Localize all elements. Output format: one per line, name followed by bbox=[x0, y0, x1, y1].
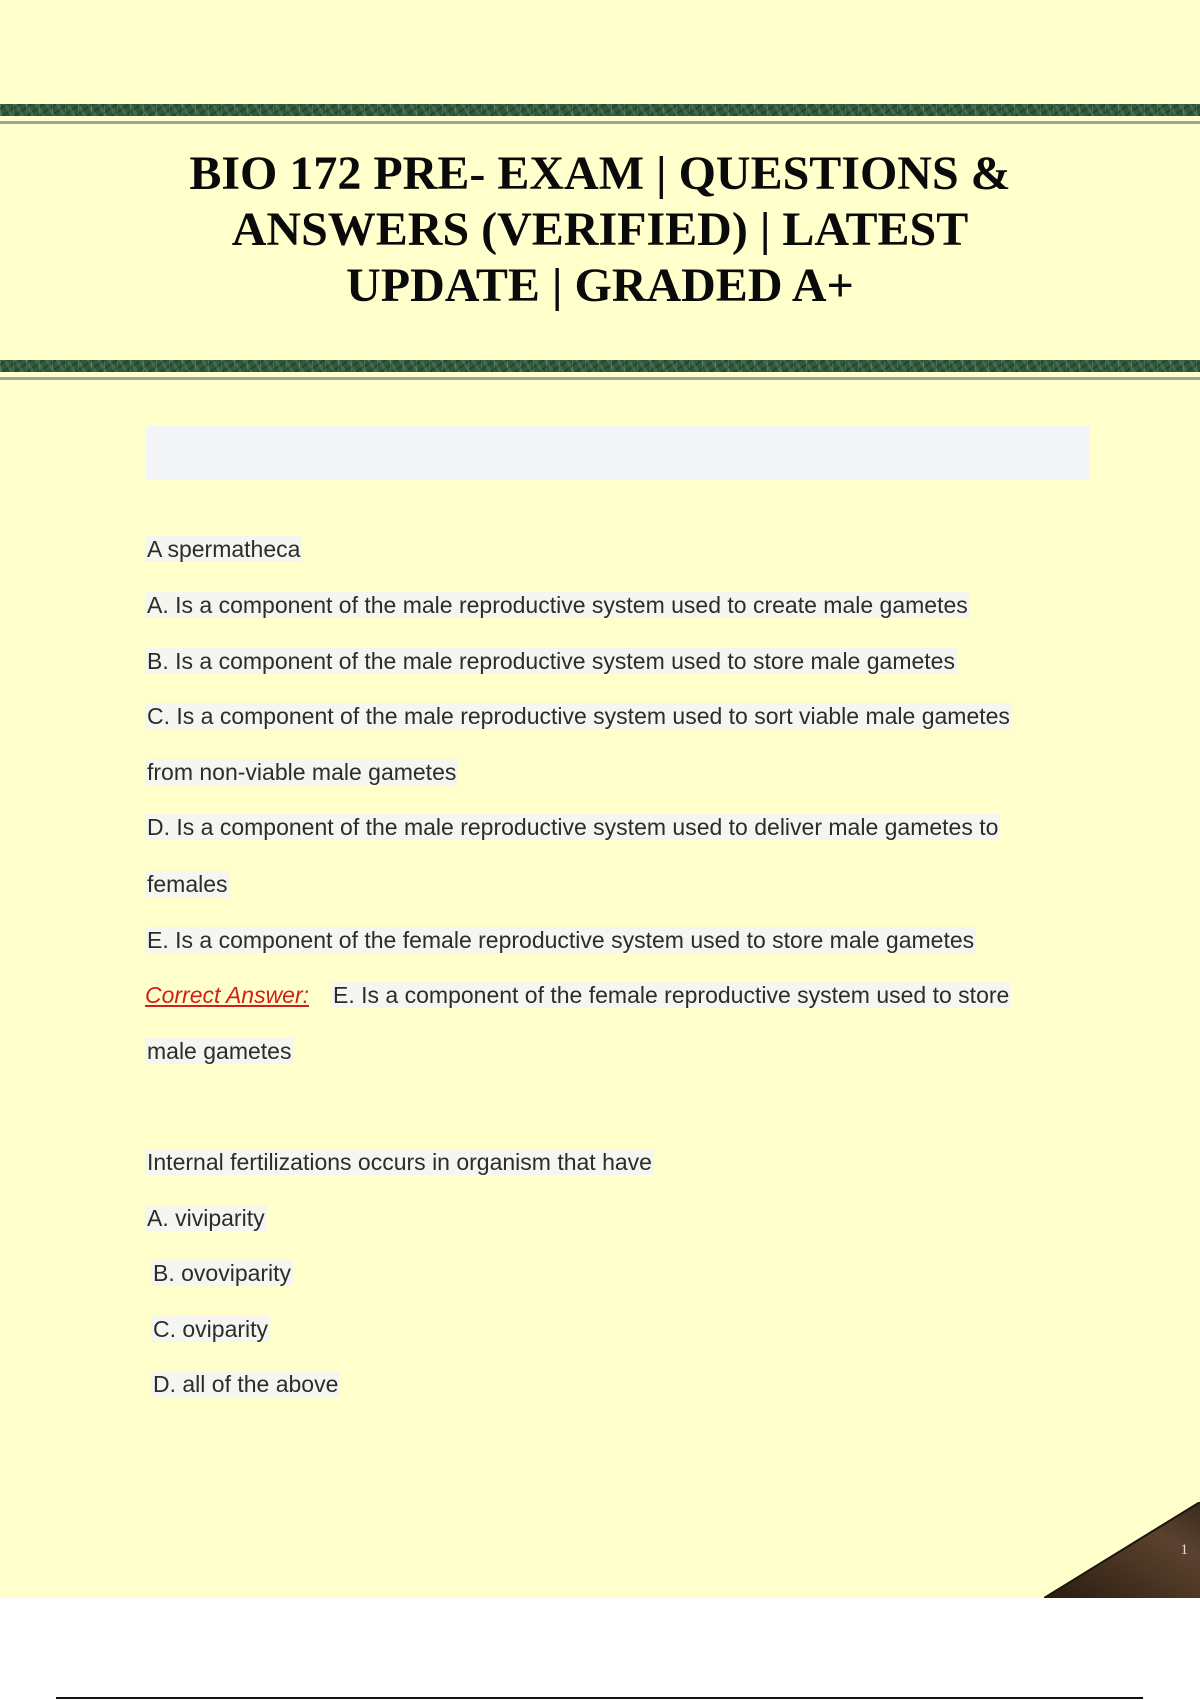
blank-content-box bbox=[145, 426, 1090, 480]
title-line-2: ANSWERS (VERIFIED) | LATEST bbox=[231, 203, 969, 256]
question-1-option-d-cont-text: females bbox=[147, 871, 228, 897]
question-1-option-c-text: C. Is a component of the male reproductive system used to sort viable male gametes bbox=[147, 703, 1010, 729]
question-1-option-c-cont bbox=[145, 757, 458, 787]
question-2-option-b-text: B. ovoviparity bbox=[153, 1260, 292, 1286]
question-1-option-d-cont bbox=[145, 869, 230, 899]
document-title bbox=[100, 146, 1100, 314]
question-1-option-a bbox=[145, 590, 970, 620]
question-1-option-e bbox=[145, 925, 976, 955]
question-1-prompt bbox=[145, 534, 302, 564]
header-bottom-rule bbox=[0, 377, 1200, 380]
question-1-answer-cont bbox=[145, 1036, 293, 1066]
header-top-rule bbox=[0, 121, 1200, 124]
question-2-prompt bbox=[145, 1147, 654, 1177]
footer-rule bbox=[56, 1697, 1143, 1699]
question-2-option-a-text: A. viviparity bbox=[147, 1205, 265, 1231]
question-2-option-c bbox=[151, 1314, 270, 1344]
question-1-option-c-cont-text: from non-viable male gametes bbox=[147, 759, 457, 785]
question-2-option-b bbox=[151, 1258, 293, 1288]
question-2-option-d-text: D. all of the above bbox=[153, 1371, 339, 1397]
question-1-option-a-text: A. Is a component of the male reproductive system used to create male gametes bbox=[147, 592, 968, 618]
question-1-option-c bbox=[145, 701, 1012, 731]
question-2-prompt-text: Internal fertilizations occurs in organism that have bbox=[147, 1149, 652, 1175]
page-number: 1 bbox=[1180, 1542, 1188, 1558]
question-2-option-a bbox=[145, 1203, 267, 1233]
correct-answer-text-cont: male gametes bbox=[147, 1038, 292, 1064]
question-1-option-b-text: B. Is a component of the male reproductive system used to store male gametes bbox=[147, 648, 955, 674]
question-1-option-d bbox=[145, 812, 1000, 842]
question-1-option-b bbox=[145, 646, 957, 676]
question-1-option-e-text: E. Is a component of the female reproductive system used to store male gametes bbox=[147, 927, 975, 953]
question-2-option-c-text: C. oviparity bbox=[153, 1316, 269, 1342]
correct-answer-text: E. Is a component of the female reproductive system used to store bbox=[333, 982, 1010, 1008]
question-1-answer bbox=[145, 980, 1011, 1010]
header-top-band bbox=[0, 104, 1200, 116]
header-bottom-band bbox=[0, 360, 1200, 372]
correct-answer-label: Correct Answer: bbox=[145, 982, 310, 1008]
question-2-option-d bbox=[151, 1369, 340, 1399]
title-line-1: BIO 172 PRE- EXAM | QUESTIONS & bbox=[189, 147, 1011, 200]
title-line-3: UPDATE | GRADED A+ bbox=[346, 259, 854, 312]
page-corner-curl-icon bbox=[1044, 1502, 1200, 1598]
question-1-option-d-text: D. Is a component of the male reproductive system used to deliver male gametes to bbox=[147, 814, 999, 840]
question-1-prompt-text: A spermatheca bbox=[147, 536, 301, 562]
